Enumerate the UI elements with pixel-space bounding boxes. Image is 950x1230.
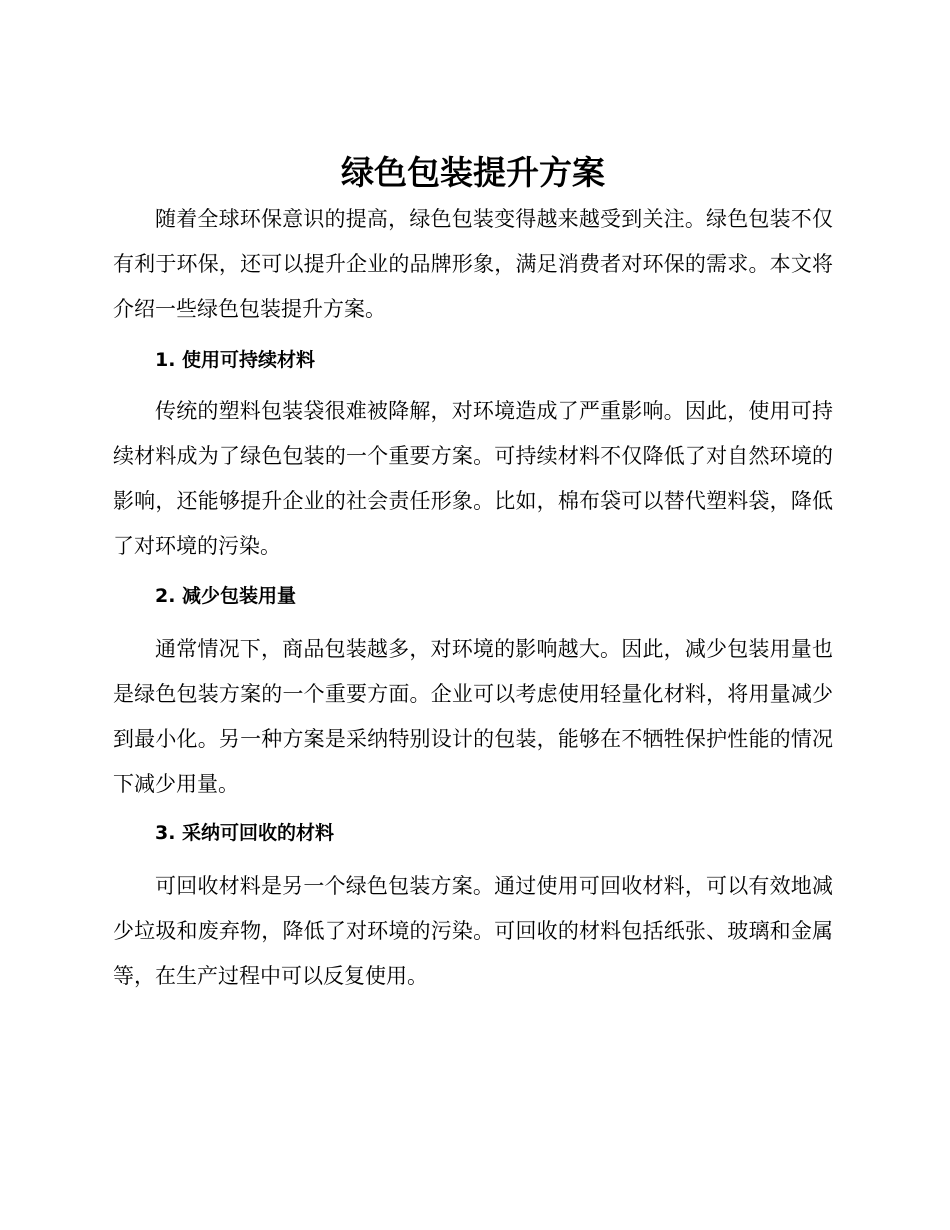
section-body-3: 可回收材料是另一个绿色包装方案。通过使用可回收材料，可以有效地减少垃圾和废弃物，降低了对环境的污染。可回收的材料包括纸张、玻璃和金属等，在生产过程中可以反复使用。	[113, 874, 833, 988]
intro-paragraph: 随着全球环保意识的提高，绿色包装变得越来越受到关注。绿色包装不仅有利于环保，还可以提升企业的品牌形象，满足消费者对环保的需求。本文将介绍一些绿色包装提升方案。	[113, 207, 833, 321]
section-heading-1: 1. 使用可持续材料	[155, 349, 316, 371]
section-heading-3: 3. 采纳可回收的材料	[155, 822, 335, 844]
section-body-1: 传统的塑料包装袋很难被降解，对环境造成了严重影响。因此，使用可持续材料成为了绿色包装的一个重要方案。可持续材料不仅降低了对自然环境的影响，还能够提升企业的社会责任形象。比如，棉布袋可以替代塑料袋，降低了对环境的污染。	[113, 399, 833, 558]
section-body-2: 通常情况下，商品包装越多，对环境的影响越大。因此，减少包装用量也是绿色包装方案的一个重要方面。企业可以考虑使用轻量化材料，将用量减少到最小化。另一种方案是采纳特别设计的包装，能够在不牺牲保护性能的情况下减少用量。	[113, 637, 833, 796]
document-title: 绿色包装提升方案	[341, 153, 605, 192]
section-heading-2: 2. 减少包装用量	[155, 585, 297, 607]
